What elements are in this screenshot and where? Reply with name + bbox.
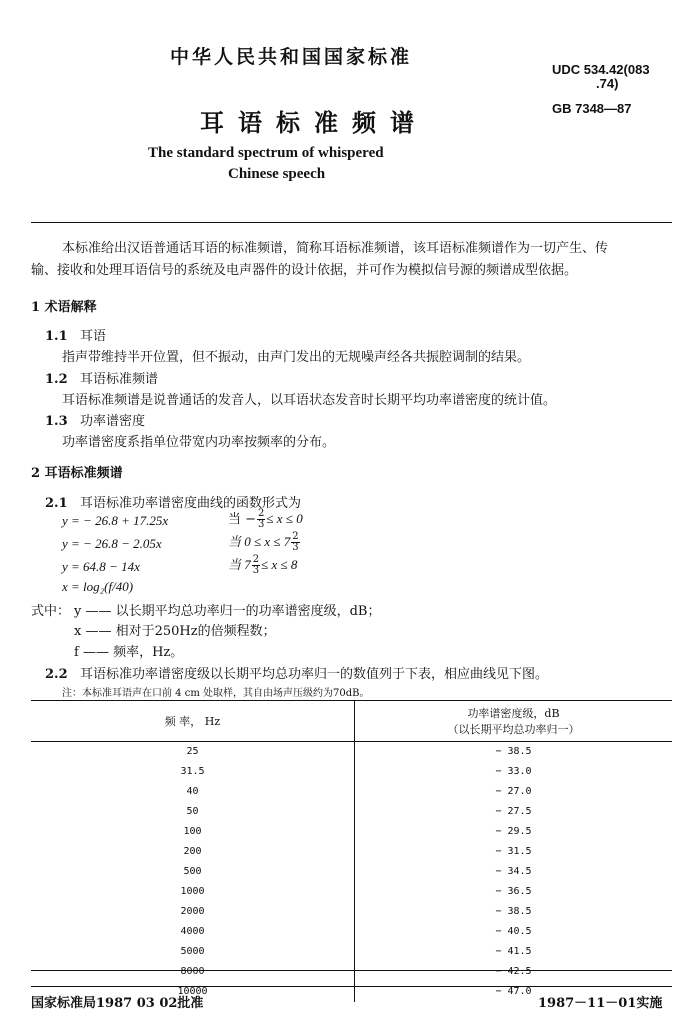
table-row xyxy=(31,862,672,882)
effective-date: 1987－11－01实施 xyxy=(538,996,663,1011)
section1-heading: 1 术语解释 xyxy=(31,300,97,315)
formula-1-condition: 当 − $\frac{2}{3}$ ≤ x ≤ 0 xyxy=(228,508,303,530)
frequency-cell: 500 xyxy=(31,862,355,882)
udc-code: UDC 534.42(083 xyxy=(552,62,650,77)
frequency-cell: 4000 xyxy=(31,922,355,942)
udc-code-cont: .74) xyxy=(596,76,619,91)
spectrum-table xyxy=(31,701,672,1002)
table-row xyxy=(31,922,672,942)
standard-banner: 中华人民共和国国家标准 xyxy=(170,46,413,68)
approval-date: 国家标准局1987 03 02批准 xyxy=(31,996,204,1011)
level-cell: − 40.5 xyxy=(495,926,532,937)
sampling-note: 注：本标准耳语声在口前 4 cm 处取样，其自由场声压级约为70dB。 xyxy=(62,688,370,699)
level-cell: − 33.0 xyxy=(495,766,532,777)
level-cell: − 42.5 xyxy=(495,966,532,977)
frequency-cell: 2000 xyxy=(31,902,355,922)
frequency-cell: 50 xyxy=(31,802,355,822)
term-1-1-desc: 指声带维持半开位置，但不振动，由声门发出的无规噪声经各共振腔调制的结果。 xyxy=(62,350,531,365)
frequency-cell: 200 xyxy=(31,842,355,862)
term-1-3: 1.3 功率谱密度 xyxy=(45,414,146,429)
gb-code: GB 7348—87 xyxy=(552,101,632,116)
header-rule xyxy=(31,222,672,223)
term-1-3-desc: 功率谱密度系指单位带宽内功率按频率的分布。 xyxy=(62,435,336,450)
level-cell: − 27.5 xyxy=(495,806,532,817)
table-header-row xyxy=(31,701,672,742)
table-row xyxy=(31,942,672,962)
table-row xyxy=(31,882,672,902)
term-1-2: 1.2 耳语标准频谱 xyxy=(45,372,159,387)
frequency-cell: 25 xyxy=(31,742,355,763)
frequency-cell: 8000 xyxy=(31,962,355,982)
clause-2-1: 2.1 耳语标准功率谱密度曲线的函数形式为 xyxy=(45,496,302,511)
frequency-cell: 31.5 xyxy=(31,762,355,782)
table-row xyxy=(31,782,672,802)
where-label: 式中： xyxy=(31,604,71,619)
frequency-cell: 10000 xyxy=(31,982,355,1002)
term-1-1: 1.1 耳语 xyxy=(45,329,107,344)
table-row xyxy=(31,962,672,982)
level-cell: − 31.5 xyxy=(495,846,532,857)
table-row xyxy=(31,742,672,763)
col-header-frequency: 频 率， Hz xyxy=(31,701,355,742)
document-title: 耳语标准频谱 xyxy=(200,108,428,137)
frequency-cell: 40 xyxy=(31,782,355,802)
table-row xyxy=(31,902,672,922)
english-title-line2: Chinese speech xyxy=(228,166,326,182)
term-1-2-desc: 耳语标准频谱是说普通话的发音人，以耳语状态发音时长期平均功率谱密度的统计值。 xyxy=(62,393,557,408)
table-row xyxy=(31,822,672,842)
frequency-cell: 1000 xyxy=(31,882,355,902)
clause-2-2: 2.2 耳语标准功率谱密度级以长期平均总功率归一的数值列于下表，相应曲线见下图。 xyxy=(45,667,549,682)
formula-4: x = log₂(f/40) xyxy=(62,579,134,594)
table-row xyxy=(31,802,672,822)
level-cell: − 27.0 xyxy=(495,786,532,797)
level-cell: − 41.5 xyxy=(495,946,532,957)
where-x: x —— 相对于250Hz的倍频程数； xyxy=(74,624,276,639)
frequency-cell: 5000 xyxy=(31,942,355,962)
section2-heading: 2 耳语标准频谱 xyxy=(31,466,123,481)
level-cell: − 38.5 xyxy=(495,746,532,757)
where-y: y —— 以长期平均总功率归一的功率谱密度级，dB； xyxy=(74,604,381,619)
formula-1: y = − 26.8 + 17.25x xyxy=(62,513,169,528)
level-cell: − 36.5 xyxy=(495,886,532,897)
formula-3: y = 64.8 − 14x xyxy=(62,559,140,574)
frequency-cell: 100 xyxy=(31,822,355,842)
level-cell: − 38.5 xyxy=(495,906,532,917)
table-row xyxy=(31,842,672,862)
where-f: f —— 频率，Hz。 xyxy=(74,645,184,660)
formula-2-condition: 当 0 ≤ x ≤ 7 $\frac{2}{3}$ xyxy=(228,531,299,553)
level-cell: − 47.0 xyxy=(495,986,532,997)
formula-3-condition: 当 7 $\frac{2}{3}$ ≤ x ≤ 8 xyxy=(228,554,298,576)
col-header-level: 功率谱密度级，dB （以长期平均总功率归一） xyxy=(355,701,673,742)
level-cell: − 34.5 xyxy=(495,866,532,877)
footer-rule xyxy=(31,986,672,987)
intro-line1: 本标准给出汉语普通话耳语的标准频谱，简称耳语标准频谱，该耳语标准频谱作为一切产生、传 xyxy=(62,241,609,256)
table-row xyxy=(31,762,672,782)
intro-line2: 输、接收和处理耳语信号的系统及电声器件的设计依据，并可作为模拟信号源的频谱成型依据。 xyxy=(31,263,578,278)
english-title-line1: The standard spectrum of whispered xyxy=(148,145,384,161)
formula-2: y = − 26.8 − 2.05x xyxy=(62,536,162,551)
level-cell: − 29.5 xyxy=(495,826,532,837)
table-bottom-rule xyxy=(31,970,672,971)
